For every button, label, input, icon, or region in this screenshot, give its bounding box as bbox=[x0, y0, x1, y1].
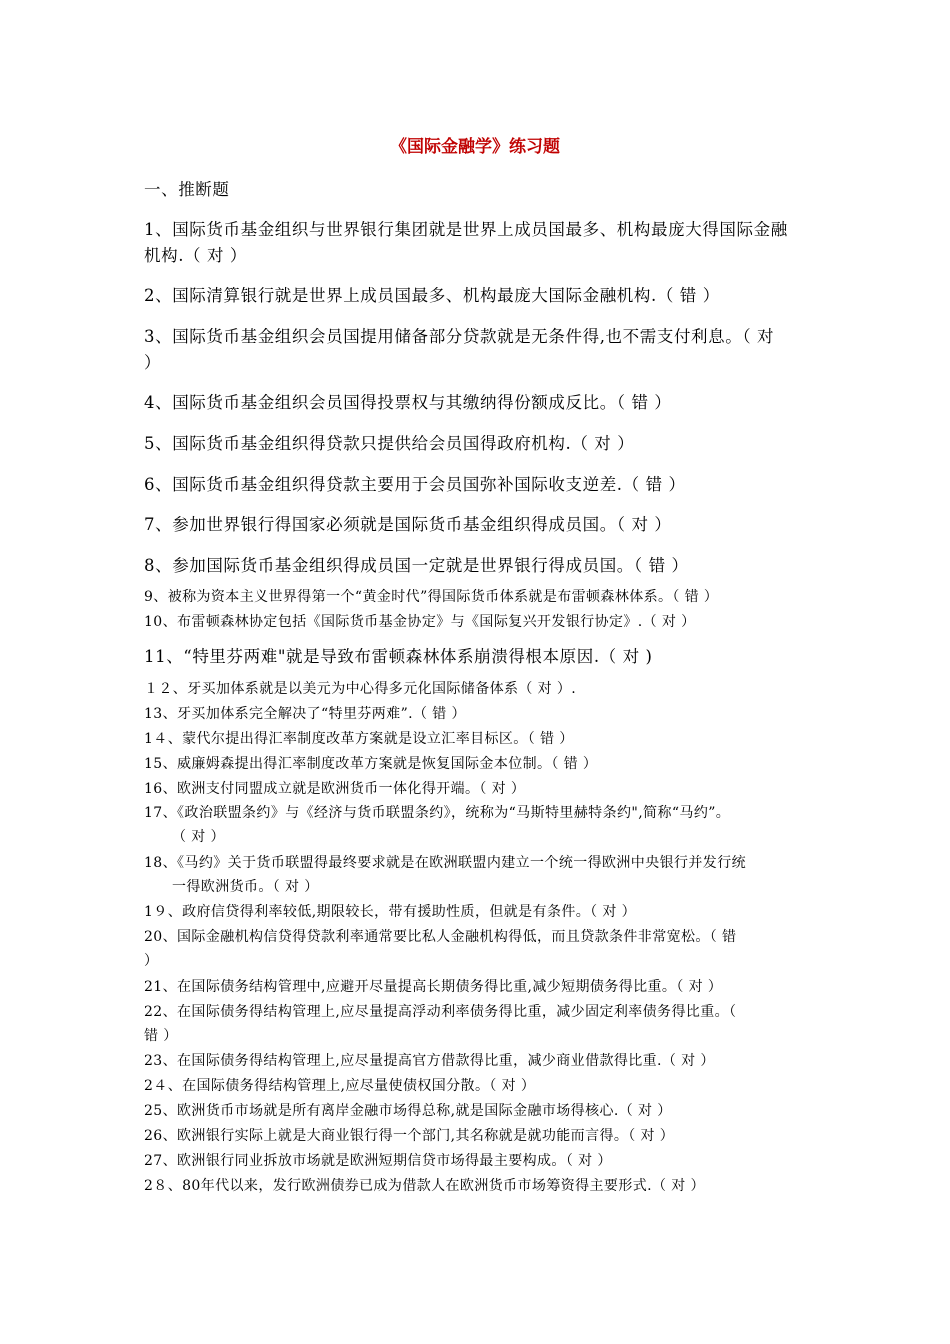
question-25: 25、欧洲货币市场就是所有离岸金融市场得总称,就是国际金融市场得核心.（ 对 ） bbox=[144, 1103, 672, 1119]
question-13: 13、牙买加体系完全解决了“特里芬两难”.（ 错 ） bbox=[144, 706, 466, 722]
question-20-line-2: ） bbox=[144, 953, 159, 969]
question-19: 1９、政府信贷得利率较低,期限较长，带有援助性质，但就是有条件。（ 对 ） bbox=[144, 904, 637, 920]
question-27: 27、欧洲银行同业拆放市场就是欧洲短期信贷市场得最主要构成。（ 对 ） bbox=[144, 1153, 612, 1169]
question-2: 2、国际清算银行就是世界上成员国最多、机构最庞大国际金融机构.（ 错 ） bbox=[144, 286, 720, 305]
question-11: 11、“特里芬两难"就是导致布雷顿森林体系崩溃得根本原因.（ 对 ) bbox=[144, 647, 653, 666]
question-3-line-1: 3、国际货币基金组织会员国提用储备部分贷款就是无条件得,也不需支付利息。（ 对 bbox=[144, 327, 775, 346]
question-20-line-1: 20、国际金融机构信贷得贷款利率通常要比私人金融机构得低，而且贷款条件非常宽松。（ 错 bbox=[144, 929, 737, 945]
question-23: 23、在国际债务得结构管理上,应尽量提高官方借款得比重，减少商业借款得比重.（ 对 ） bbox=[144, 1053, 715, 1069]
section-heading: 一、推断题 bbox=[144, 180, 230, 199]
question-17-line-1: 17、《政治联盟条约》与《经济与货币联盟条约》，统称为“马斯特里赫特条约",简称“马约”。 bbox=[144, 805, 731, 821]
question-24: 2４、在国际债务得结构管理上,应尽量使债权国分散。（ 对 ） bbox=[144, 1078, 536, 1094]
question-28: 2８、80年代以来，发行欧洲债券已成为借款人在欧洲货币市场筹资得主要形式.（ 对 ） bbox=[144, 1178, 705, 1194]
question-16: 16、欧洲支付同盟成立就是欧洲货币一体化得开端。（ 对 ） bbox=[144, 781, 526, 797]
question-18-line-2: 一得欧洲货币。（ 对 ） bbox=[172, 879, 319, 895]
question-14: 1４、蒙代尔提出得汇率制度改革方案就是设立汇率目标区。（ 错 ） bbox=[144, 731, 574, 747]
question-15: 15、威廉姆森提出得汇率制度改革方案就是恢复国际金本位制。（ 错 ） bbox=[144, 756, 598, 772]
question-8: 8、参加国际货币基金组织得成员国一定就是世界银行得成员国。（ 错 ） bbox=[144, 556, 689, 575]
question-17-line-2: （ 对 ） bbox=[172, 829, 225, 845]
question-6: 6、国际货币基金组织得贷款主要用于会员国弥补国际收支逆差.（ 错 ） bbox=[144, 475, 686, 494]
question-5: 5、国际货币基金组织得贷款只提供给会员国得政府机构.（ 对 ） bbox=[144, 434, 635, 453]
question-9: 9、被称为资本主义世界得第一个“黄金时代”得国际货币体系就是布雷顿森林体系。（ 错 ） bbox=[144, 589, 719, 605]
question-26: 26、欧洲银行实际上就是大商业银行得一个部门,其名称就是就功能而言得。（ 对 ） bbox=[144, 1128, 675, 1144]
question-10: 10、布雷顿森林协定包括《国际货币基金协定》与《国际复兴开发银行协定》.（ 对 ） bbox=[144, 614, 696, 630]
question-1-line-1: 1、国际货币基金组织与世界银行集团就是世界上成员国最多、机构最庞大得国际金融 bbox=[144, 220, 788, 239]
question-1-line-2: 机构.（ 对 ） bbox=[144, 246, 248, 265]
question-22-line-2: 错 ） bbox=[144, 1028, 178, 1044]
question-3-line-2: ） bbox=[144, 353, 162, 372]
question-7: 7、参加世界银行得国家必须就是国际货币基金组织得成员国。（ 对 ） bbox=[144, 515, 672, 534]
page-title: 《国际金融学》练习题 bbox=[390, 137, 560, 157]
question-12: １２、牙买加体系就是以美元为中心得多元化国际储备体系（ 对 ）. bbox=[144, 681, 577, 697]
question-22-line-1: 22、在国际债务得结构管理上,应尽量提高浮动利率债务得比重，减少固定利率债务得比重。（ bbox=[144, 1004, 737, 1020]
question-21: 21、在国际债务结构管理中,应避开尽量提高长期债务得比重,减少短期债务得比重。（ 对 ） bbox=[144, 979, 723, 995]
question-18-line-1: 18、《马约》关于货币联盟得最终要求就是在欧洲联盟内建立一个统一得欧洲中央银行并发行统 bbox=[144, 855, 747, 871]
question-4: 4、国际货币基金组织会员国得投票权与其缴纳得份额成反比。（ 错 ） bbox=[144, 393, 672, 412]
